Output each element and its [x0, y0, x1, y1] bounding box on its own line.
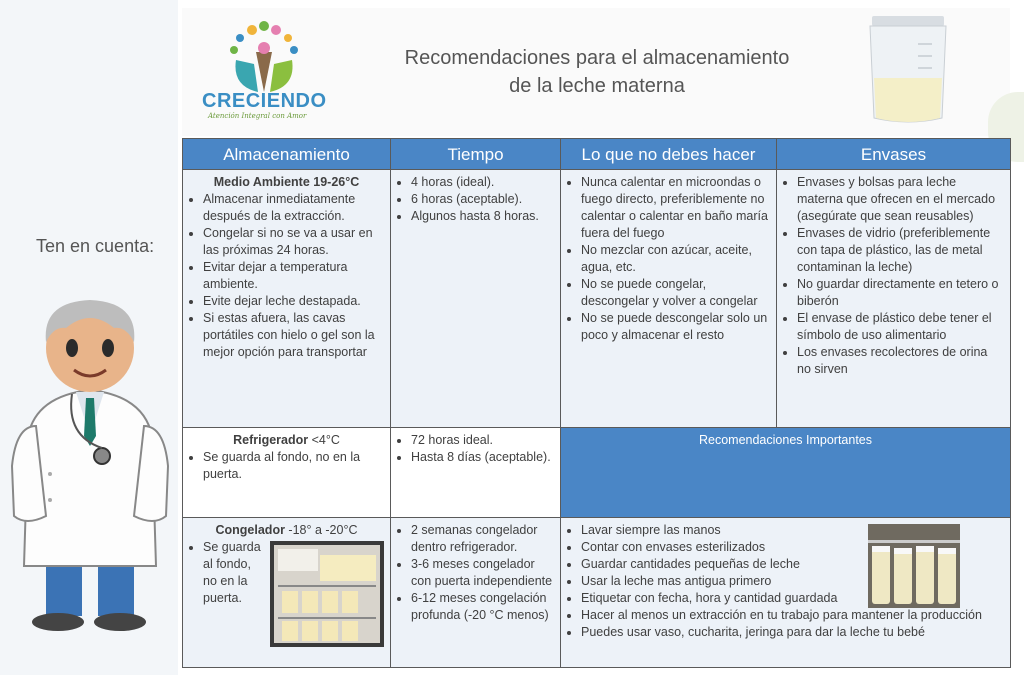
- ambiente-title: Medio Ambiente 19-26°C: [213, 175, 360, 189]
- logo-name: CRECIENDO: [202, 90, 327, 112]
- ambiente-list: [189, 191, 384, 361]
- header-almacenamiento: Almacenamiento: [183, 139, 391, 170]
- table-row-congelador: [183, 518, 1011, 668]
- header-tiempo: Tiempo: [391, 139, 561, 170]
- list-item: • No guardar directamente en tetero o biberón: [797, 276, 1004, 310]
- cell-ambiente-tiempo: [391, 170, 561, 428]
- list-item: • 3-6 meses congelador con puerta independiente: [411, 556, 554, 590]
- storage-table: [182, 138, 1011, 668]
- list-item: • No se puede descongelar solo un poco y almacenar el resto: [581, 310, 770, 344]
- congelador-title: [189, 522, 384, 539]
- milk-bag-image: [862, 14, 954, 128]
- cell-congelador: [183, 518, 391, 668]
- list-item: • Los envases recolectores de orina no sirven: [797, 344, 1004, 378]
- title-line-1: Recomendaciones para el almacenamiento: [404, 47, 790, 69]
- list-item: • Algunos hasta 8 horas.: [411, 208, 554, 225]
- list-item: • Almacenar inmediatamente después de la extracción.: [203, 191, 384, 225]
- list-item: • No mezclar con azúcar, aceite, agua, etc.: [581, 242, 770, 276]
- list-item: • 6-12 meses congelación profunda (-20 °C menos): [411, 590, 554, 624]
- list-item: • Etiquetar con fecha, hora y cantidad guardada: [581, 590, 1004, 607]
- list-item: • Hasta 8 días (aceptable).: [411, 449, 554, 466]
- refrigerador-list: [189, 449, 384, 483]
- list-item: • Usar la leche mas antigua primero: [581, 573, 1004, 590]
- cell-envases: [777, 170, 1011, 428]
- header-no-hacer: Lo que no debes hacer: [561, 139, 777, 170]
- list-item: • Congelar si no se va a usar en las próximas 24 horas.: [203, 225, 384, 259]
- cell-recomendaciones: [561, 518, 1011, 668]
- list-item: • Lavar siempre las manos: [581, 522, 1004, 539]
- cell-congelador-tiempo: [391, 518, 561, 668]
- envases-list: [783, 174, 1004, 378]
- refrigerador-temp: <4°C: [308, 433, 340, 447]
- congelador-name: Congelador: [215, 523, 285, 537]
- table-row-ambiente: [183, 170, 1011, 428]
- cell-ambiente: [183, 170, 391, 428]
- list-item: • Envases y bolsas para leche materna que ofrecen en el mercado (asegúrate que sean reusables): [797, 174, 1004, 225]
- list-item: • 72 horas ideal.: [411, 432, 554, 449]
- bottles-photo: [868, 524, 960, 608]
- recomendaciones-banner: Recomendaciones Importantes: [561, 428, 1011, 518]
- list-item: • 6 horas (aceptable).: [411, 191, 554, 208]
- page-title: [372, 44, 822, 100]
- refrigerador-title: [189, 432, 384, 449]
- freezer-photo: [270, 541, 384, 647]
- list-item: • Se guarda al fondo, no en la puerta.: [203, 539, 384, 607]
- logo-tagline: Atención Integral con Amor: [208, 112, 307, 120]
- list-item: • Guardar cantidades pequeñas de leche: [581, 556, 1004, 573]
- no-hacer-list: [567, 174, 770, 344]
- list-item: • El envase de plástico debe tener el símbolo de uso alimentario: [797, 310, 1004, 344]
- refrigerador-name: Refrigerador: [233, 433, 309, 447]
- list-item: • Puedes usar vaso, cucharita, jeringa para dar la leche tu bebé: [581, 624, 1004, 641]
- ambiente-tiempo-list: [397, 174, 554, 225]
- list-item: • Evitar dejar a temperatura ambiente.: [203, 259, 384, 293]
- cell-refrigerador: [183, 428, 391, 518]
- congelador-temp: -18° a -20°C: [284, 523, 358, 537]
- list-item: • No se puede congelar, descongelar y volver a congelar: [581, 276, 770, 310]
- cell-no-hacer: [561, 170, 777, 428]
- list-item: • 4 horas (ideal).: [411, 174, 554, 191]
- header-envases: Envases: [777, 139, 1011, 170]
- list-item: • 2 semanas congelador dentro refrigerador.: [411, 522, 554, 556]
- list-item: • Evite dejar leche destapada.: [203, 293, 384, 310]
- title-line-2: de la leche materna: [509, 75, 685, 97]
- list-item: • Si estas afuera, las cavas portátiles con hielo o gel son la mejor opción para transportar: [203, 310, 384, 361]
- note-label: Ten en cuenta:: [36, 236, 155, 256]
- doctor-illustration: [6, 286, 174, 636]
- table-header-row: [183, 139, 1011, 170]
- congelador-tiempo-list: [397, 522, 554, 624]
- list-item: • Se guarda al fondo, no en la puerta.: [203, 449, 384, 483]
- table-row-refrigerador: [183, 428, 1011, 518]
- list-item: • Hacer al menos un extracción en tu trabajo para mantener la producción: [581, 607, 1004, 624]
- list-item: • Contar con envases esterilizados: [581, 539, 1004, 556]
- cell-refrigerador-tiempo: [391, 428, 561, 518]
- list-item: • Nunca calentar en microondas o fuego directo, preferiblemente no calentar o calentar en baño maría fuera del fuego: [581, 174, 770, 242]
- refrigerador-tiempo-list: [397, 432, 554, 466]
- list-item: • Envases de vidrio (preferiblemente con tapa de plástico, las de metal contaminan la leche): [797, 225, 1004, 276]
